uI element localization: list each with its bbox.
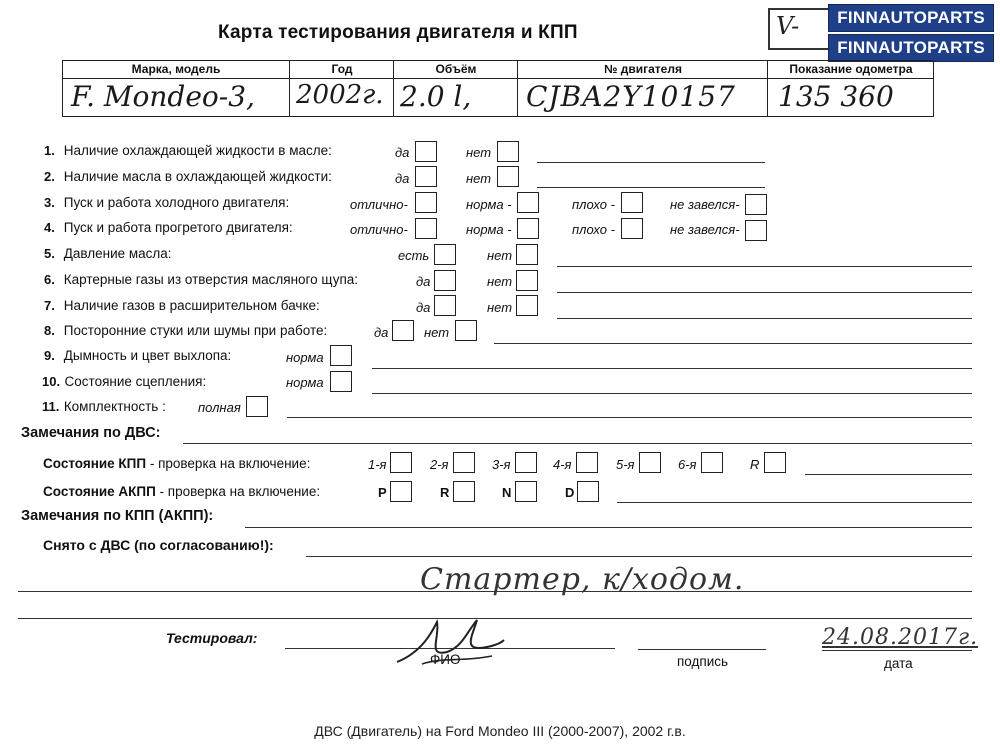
- kpp-gear-2-label: 2-я: [430, 457, 449, 472]
- q10-normal-checkbox[interactable]: [330, 371, 352, 392]
- question-10: 10. Состояние сцепления:: [42, 374, 207, 389]
- q1-opt-no-label: нет: [466, 145, 492, 160]
- q4-nostart-checkbox[interactable]: [745, 220, 767, 241]
- q5-opt-yes-label: есть: [398, 248, 430, 263]
- removed-line-2[interactable]: [18, 591, 972, 592]
- q4-opt-bad-label: плохо -: [572, 222, 615, 237]
- q8-opt-yes-label: да: [374, 325, 389, 340]
- q7-yes-checkbox[interactable]: [434, 295, 456, 316]
- question-8: 8. Посторонние стуки или шумы при работе:: [44, 323, 328, 338]
- volume-value: 2.0 l,: [400, 80, 472, 113]
- tested-by-label: Тестировал:: [166, 630, 258, 646]
- q7-notes-line[interactable]: [557, 318, 972, 319]
- date-label: дата: [884, 656, 913, 671]
- kpp-gear-3-checkbox[interactable]: [515, 452, 537, 473]
- akpp-r-label: R: [440, 485, 450, 500]
- odometer-label: Показание одометра: [789, 62, 913, 76]
- q3-opt-nostart-label: не завелся-: [670, 197, 740, 212]
- question-11: 11. Комплектность :: [42, 399, 166, 414]
- removed-handwritten: Стартер, к/ходом.: [420, 562, 745, 597]
- q6-yes-checkbox[interactable]: [434, 270, 456, 291]
- make-label: Марка, модель: [131, 62, 221, 76]
- q5-notes-line[interactable]: [557, 266, 972, 267]
- kpp-gear-4-label: 4-я: [553, 457, 572, 472]
- kpp-gear-1-label: 1-я: [368, 457, 387, 472]
- q11-opt-full-label: полная: [198, 400, 241, 415]
- akpp-n-label: N: [502, 485, 512, 500]
- kpp-gear-1-checkbox[interactable]: [390, 452, 412, 473]
- engine-no-label: № двигателя: [604, 62, 682, 76]
- q2-no-checkbox[interactable]: [497, 166, 519, 187]
- year-value: 2002г.: [296, 80, 384, 110]
- q9-notes-line[interactable]: [372, 368, 972, 369]
- q1-opt-yes-label: да: [395, 145, 410, 160]
- fio-label: ФИО: [430, 652, 461, 667]
- q8-no-checkbox[interactable]: [455, 320, 477, 341]
- odometer-value: 135 360: [778, 80, 894, 113]
- q4-bad-checkbox[interactable]: [621, 218, 643, 239]
- date-handwritten: 24.08.2017г.: [822, 625, 979, 650]
- q5-yes-checkbox[interactable]: [434, 244, 456, 265]
- q2-opt-no-label: нет: [466, 171, 492, 186]
- q3-nostart-checkbox[interactable]: [745, 194, 767, 215]
- date-line[interactable]: [822, 650, 972, 651]
- q6-no-checkbox[interactable]: [516, 270, 538, 291]
- q11-full-checkbox[interactable]: [246, 396, 268, 417]
- q10-notes-line[interactable]: [372, 393, 972, 394]
- question-4: 4. Пуск и работа прогретого двигателя:: [44, 220, 293, 235]
- q3-normal-checkbox[interactable]: [517, 192, 539, 213]
- q8-yes-checkbox[interactable]: [392, 320, 414, 341]
- kpp-remarks-line[interactable]: [245, 527, 972, 528]
- footer-caption: ДВС (Двигатель) на Ford Mondeo III (2000-2007), 2002 г.в.: [314, 723, 686, 739]
- vehicle-info-table: [62, 60, 934, 117]
- engine-remarks-line[interactable]: [183, 443, 972, 444]
- question-2: 2. Наличие масла в охлаждающей жидкости:: [44, 169, 332, 184]
- make-value: F. Mondeo-3,: [71, 80, 255, 113]
- q4-opt-excellent-label: отлично-: [350, 222, 408, 237]
- akpp-notes-line[interactable]: [617, 502, 972, 503]
- akpp-p-label: P: [378, 485, 387, 500]
- akpp-r-checkbox[interactable]: [453, 481, 475, 502]
- volume-cell: [393, 61, 518, 116]
- removed-label: Снято с ДВС (по согласованию!):: [43, 537, 274, 553]
- akpp-n-checkbox[interactable]: [515, 481, 537, 502]
- kpp-gear-5-label: 5-я: [616, 457, 635, 472]
- handwritten-signature: [392, 612, 507, 672]
- q10-opt-normal-label: норма: [286, 375, 324, 390]
- make-cell: [63, 61, 289, 116]
- q2-yes-checkbox[interactable]: [415, 166, 437, 187]
- q3-opt-normal-label: норма -: [466, 197, 512, 212]
- question-3: 3. Пуск и работа холодного двигателя:: [44, 195, 290, 210]
- watermark-logo-top: FINNAUTOPARTS: [828, 4, 994, 32]
- akpp-d-checkbox[interactable]: [577, 481, 599, 502]
- q3-opt-excellent-label: отлично-: [350, 197, 408, 212]
- corner-mark: V-: [776, 12, 800, 40]
- q4-opt-normal-label: норма -: [466, 222, 512, 237]
- q7-opt-no-label: нет: [487, 300, 513, 315]
- kpp-gear-r-label: R: [750, 457, 760, 472]
- kpp-gear-r-checkbox[interactable]: [764, 452, 786, 473]
- removed-line-1[interactable]: [306, 556, 972, 557]
- question-7: 7. Наличие газов в расширительном бачке:: [44, 298, 320, 313]
- kpp-remarks-label: Замечания по КПП (АКПП):: [21, 508, 214, 524]
- q8-opt-no-label: нет: [424, 325, 450, 340]
- kpp-check-label: Состояние КПП - проверка на включение:: [43, 456, 311, 471]
- signature-label: подпись: [677, 654, 729, 669]
- q3-bad-checkbox[interactable]: [621, 192, 643, 213]
- kpp-gear-4-checkbox[interactable]: [576, 452, 598, 473]
- kpp-gear-5-checkbox[interactable]: [639, 452, 661, 473]
- question-5: 5. Давление масла:: [44, 246, 172, 261]
- question-6: 6. Картерные газы из отверстия масляного щупа:: [44, 272, 359, 287]
- q7-opt-yes-label: да: [416, 300, 431, 315]
- year-cell: [289, 61, 394, 116]
- volume-label: Объём: [435, 62, 477, 76]
- akpp-d-label: D: [565, 485, 575, 500]
- kpp-gear-3-label: 3-я: [492, 457, 511, 472]
- akpp-p-checkbox[interactable]: [390, 481, 412, 502]
- question-1: 1. Наличие охлаждающей жидкости в масле:: [44, 143, 332, 158]
- q11-notes-line[interactable]: [287, 417, 972, 418]
- q6-opt-yes-label: да: [416, 274, 431, 289]
- q1-yes-checkbox[interactable]: [415, 141, 437, 162]
- q8-notes-line[interactable]: [494, 343, 972, 344]
- q6-opt-no-label: нет: [487, 274, 513, 289]
- q2-opt-yes-label: да: [395, 171, 410, 186]
- q5-opt-no-label: нет: [487, 248, 513, 263]
- kpp-gear-6-checkbox[interactable]: [701, 452, 723, 473]
- q6-notes-line[interactable]: [557, 292, 972, 293]
- q7-no-checkbox[interactable]: [516, 295, 538, 316]
- q4-opt-nostart-label: не завелся-: [670, 222, 740, 237]
- akpp-check-label: Состояние АКПП - проверка на включение:: [43, 484, 321, 499]
- q4-excellent-checkbox[interactable]: [415, 218, 437, 239]
- engine-no-cell: [517, 61, 768, 116]
- q5-no-checkbox[interactable]: [516, 244, 538, 265]
- corner-mark-box: [768, 8, 830, 50]
- kpp-notes-line[interactable]: [805, 474, 972, 475]
- q3-excellent-checkbox[interactable]: [415, 192, 437, 213]
- q1-notes-line[interactable]: [537, 162, 765, 163]
- q2-notes-line[interactable]: [537, 187, 765, 188]
- signature-line[interactable]: [638, 649, 766, 650]
- engine-remarks-label: Замечания по ДВС:: [21, 425, 161, 441]
- q9-normal-checkbox[interactable]: [330, 345, 352, 366]
- odometer-cell: [767, 61, 934, 116]
- kpp-gear-2-checkbox[interactable]: [453, 452, 475, 473]
- question-9: 9. Дымность и цвет выхлопа:: [44, 348, 232, 363]
- q4-normal-checkbox[interactable]: [517, 218, 539, 239]
- q3-opt-bad-label: плохо -: [572, 197, 615, 212]
- form-title: Карта тестирования двигателя и КПП: [218, 22, 578, 43]
- q9-opt-normal-label: норма: [286, 350, 324, 365]
- kpp-gear-6-label: 6-я: [678, 457, 697, 472]
- engine-no-value: CJBA2Y10157: [526, 80, 736, 113]
- year-label: Год: [331, 62, 353, 76]
- q1-no-checkbox[interactable]: [497, 141, 519, 162]
- watermark-logo-bottom: FINNAUTOPARTS: [828, 34, 994, 62]
